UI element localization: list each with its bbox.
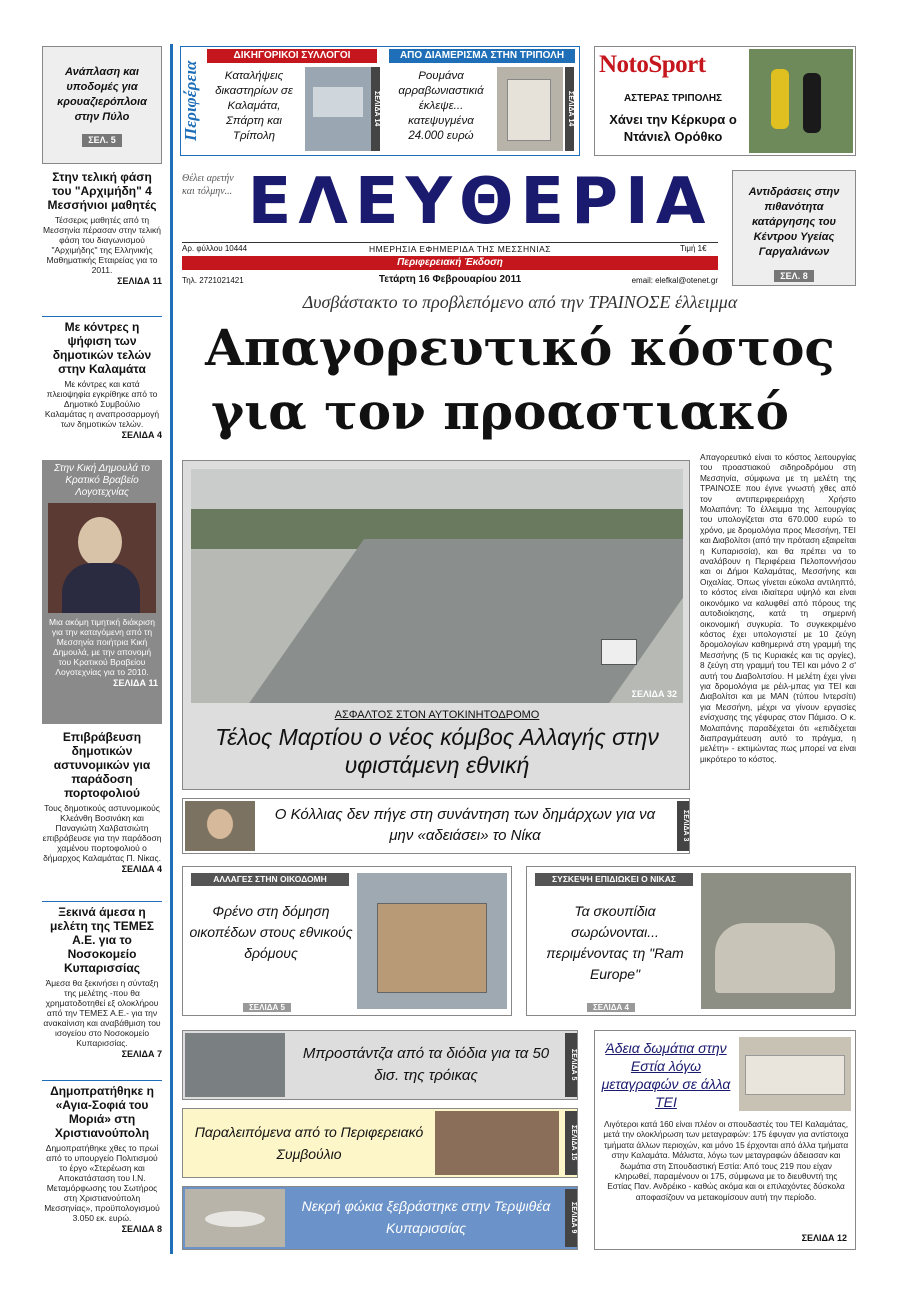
shoulders-shape — [62, 563, 140, 613]
council-photo — [435, 1111, 559, 1175]
left-article-3-body: Τους δημοτικούς αστυνομικούς Κλεάνθη Βοσινάκη και Παναγιώτη Χαλβατσιώτη επιβράβευσε για την παράδοση χαμένου πορτοφολιού ο δήμαρχος Καλαμάτας Π. Νίκας. — [42, 803, 162, 863]
mid-left-bar: ΑΛΛΑΓΕΣ ΣΤΗΝ ΟΙΚΟΔΟΜΗ — [191, 873, 349, 886]
face-shape — [207, 809, 233, 839]
bottom-strip-2-text: Παραλειπόμενα από το Περιφερειακό Συμβούλιο — [194, 1124, 424, 1162]
kollias-strip[interactable] — [182, 798, 690, 854]
photo-ref: ΣΕΛΙΔΑ 32 — [631, 689, 677, 699]
divider — [182, 242, 718, 243]
kollias-side: ΣΕΛΙΔΑ 3 — [677, 801, 689, 851]
left-article-5-body: Δημοπρατήθηκε χθες το πρωί από το υπουργείο Πολιτισμού το έργο «Στερέωση και Αποκατάσταση του Ι.Ν. Μεταμόρφωσης του Σωτήρος στη Χριστιανούπολη Μεσσηνίας», προϋπολογισμού 3.050 εκ. ευρώ. — [44, 1143, 160, 1223]
left-article-5[interactable] — [42, 1084, 162, 1235]
masthead-right-ref: ΣΕΛ. 8 — [774, 270, 813, 282]
promo-1[interactable] — [207, 49, 380, 142]
left-article-4-body: Άμεσα θα ξεκινήσει η σύνταξη της μελέτης -που θα χρηματοδοτηθεί εξ ολοκλήρου από την ΤΕΜΕΣ Α.Ε.- για την ανακαίνιση και αναβάθμιση του ισογείου στο Νοσοκομείο Κυπαρισσίας. — [43, 978, 161, 1048]
edition-bar: Περιφερειακή Έκδοση — [182, 256, 718, 270]
bottom-strip-1-text: Μπροστάντζα από τα διόδια για τα 50 δισ. της τρόικας — [302, 1045, 550, 1084]
column-divider — [170, 44, 173, 1254]
divider — [42, 316, 162, 317]
kollias-text: Ο Κόλλιας δεν πήγε στη συνάντηση των δημάρχων για να μην «αδειάσει» το Νίκα — [274, 806, 656, 844]
fridge-shape — [507, 79, 551, 141]
building-shape — [313, 87, 363, 117]
player-shape — [771, 69, 789, 129]
promo-2-text: Ρουμάνα αρραβωνιαστικιά έκλεψε... κατεψυγμένα 24.000 ευρώ — [398, 70, 484, 142]
issue-date: Τετάρτη 16 Φεβρουαρίου 2011 — [378, 274, 522, 285]
garbage-pile-shape — [715, 923, 835, 993]
left-article-2[interactable] — [42, 320, 162, 441]
dorm-photo — [739, 1037, 851, 1111]
mid-left-box[interactable] — [182, 866, 512, 1016]
left-article-4-head: Ξεκινά άμεσα η μελέτη της ΤΕΜΕΣ Α.Ε. για το Νοσοκομείο Κυπαρισσίας — [50, 905, 154, 975]
left-article-3-head: Επιβράβευση δημοτικών αστυνομικών για παράδοση πορτοφολιού — [53, 730, 151, 800]
promo-1-text: Καταλήψεις δικαστηρίων σε Καλαμάτα, Σπάρτη και Τρίπολη — [215, 70, 293, 142]
highway-photo — [191, 469, 683, 703]
notosport-logo: NotoSport — [599, 51, 706, 78]
seal-shape — [205, 1211, 265, 1227]
photo-headline: Τέλος Μαρτίου ο νέος κόμβος Αλλαγής στην υφιστάμενη εθνική — [215, 724, 659, 778]
left-article-2-head: Με κόντρες η ψήφιση των δημοτικών τελών στην Καλαμάτα — [52, 320, 152, 376]
left-article-2-ref: ΣΕΛΙΔΑ 4 — [121, 430, 162, 440]
promo-1-bar: ΔΙΚΗΓΟΡΙΚΟΙ ΣΥΛΛΟΓΟΙ — [207, 49, 377, 63]
left-article-2-body: Με κόντρες και κατά πλειοψηφία εγκρίθηκε από το Δημοτικό Συμβούλιο Καλαμάτας η αναπροσαρμογή των δημοτικών τελών. — [44, 379, 160, 429]
divider — [42, 901, 162, 902]
promo-2-bar: ΑΠΟ ΔΙΑΜΕΡΙΣΜΑ ΣΤΗΝ ΤΡΙΠΟΛΗ — [389, 49, 575, 63]
main-kicker: Δυσβάστακτο το προβλεπόμενο από την ΤΡΑΙΝΟΣΕ έλλειμμα — [302, 292, 738, 312]
email: email: elefkal@otenet.gr — [631, 276, 718, 285]
mid-right-ref: ΣΕΛΙΔΑ 4 — [587, 1003, 635, 1012]
promo-2-side: ΣΕΛΙΔΑ 14 — [565, 67, 574, 151]
mid-left-text: Φρένο στη δόμηση οικοπέδων στους εθνικούς δρόμους — [189, 903, 353, 961]
left-feature-body: Μια ακόμη τιμητική διάκριση για την καταγόμενη από τη Μεσσηνία ποιήτρια Κική Δημουλά, με την απονομή του Κρατικού Βραβείου Λογοτεχνίας για το 2010. — [49, 617, 155, 677]
left-teaser-box[interactable] — [42, 46, 162, 164]
left-article-1-body: Τέσσερις μαθητές από τη Μεσσηνία πέρασαν στην τελική φάση του διαγωνισμού "Αρχιμήδης" της Ελληνικής Μαθηματικής Εταιρείας για το 2011. — [43, 215, 161, 275]
bottom-right-head: Άδεια δωμάτια στην Εστία λόγω μεταγραφών σε άλλα ΤΕΙ — [601, 1040, 731, 1110]
sport-team: ΑΣΤΕΡΑΣ ΤΡΙΠΟΛΗΣ — [623, 93, 723, 104]
bottom-right-ref: ΣΕΛΙΔΑ 12 — [801, 1233, 847, 1243]
mid-right-bar: ΣΥΣΚΕΨΗ ΕΠΙΔΙΩΚΕΙ Ο ΝΙΚΑΣ — [535, 873, 693, 886]
left-article-1-ref: ΣΕΛΙΔΑ 11 — [117, 276, 162, 286]
garbage-photo — [701, 873, 851, 1009]
left-teaser-text: Ανάπλαση και υποδομές για κρουαζιερόπλοια στην Πύλο — [57, 66, 147, 123]
sport-promo[interactable] — [594, 46, 856, 156]
construction-photo — [357, 873, 507, 1009]
left-article-5-ref: ΣΕΛΙΔΑ 8 — [121, 1224, 162, 1234]
left-feature-ref: ΣΕΛΙΔΑ 11 — [113, 678, 158, 688]
telephone: Τηλ. 2721021421 — [182, 276, 244, 285]
periferia-label: Περιφέρεια — [181, 60, 200, 142]
left-feature-head: Στην Κική Δημουλά το Κρατικό Βραβείο Λογοτεχνίας — [54, 463, 150, 498]
mid-right-box[interactable] — [526, 866, 856, 1016]
bottom-strip-1[interactable] — [182, 1030, 578, 1100]
left-article-3[interactable] — [42, 730, 162, 875]
promo-1-side: ΣΕΛΙΔΑ 14 — [371, 67, 380, 151]
regional-promo-box — [180, 46, 580, 156]
seal-photo — [185, 1189, 285, 1247]
masthead-right-text: Αντιδράσεις στην πιθανότητα κατάργησης του Κέντρου Υγείας Γαργαλιάνων — [748, 186, 840, 258]
bottom-right-box[interactable] — [594, 1030, 856, 1250]
bottom-right-body: Λιγότεροι κατά 160 είναι πλέον οι σπουδαστές του ΤΕΙ Καλαμάτας, μετά την ολοκλήρωση των μεταγραφών: 175 έφυγαν για αντίστοιχα τμήματα άλλων περιοχών, και μόνο 15 έρχονται από άλλα τμήματα στην Καλαμάτα. Μάλιστα, λόγω των μεταγραφών άδειασαν και δωμάτια στη Σπουδαστική Εστία: Από τους 219 που είχαν κληρωθεί, παραμένουν οι 175, σύμφωνα με το διευθυντή της Εστίας Παν. Ανδρέικο - καθώς ακόμα και οι επιλαχόντες δύσκολα αποφασίζουν να μετακομίσουν αυτή την περίοδο. — [603, 1119, 849, 1202]
left-feature-box[interactable] — [42, 460, 162, 724]
kollias-photo — [185, 801, 255, 851]
motto: Θέλει αρετήν και τόλμην... — [182, 173, 234, 197]
photo-kicker: ΑΣΦΑΛΤΟΣ ΣΤΟΝ ΑΥΤΟΚΙΝΗΤΟΔΡΟΜΟ — [334, 709, 540, 721]
sport-text: Χάνει την Κέρκυρα ο Ντάνιελ Ορόθκο — [609, 112, 737, 144]
tolls-photo — [185, 1033, 285, 1097]
main-headline-2[interactable]: για τον προαστιακό — [211, 382, 789, 441]
bottom-strip-3-side: ΣΕΛΙΔΑ 9 — [565, 1189, 577, 1247]
building-shape — [745, 1055, 845, 1095]
face-shape — [78, 517, 122, 567]
masthead-title: ΕΛΕΥΘΕΡΙΑ — [247, 165, 713, 239]
main-photo-box[interactable] — [182, 460, 690, 790]
price: Τιμή 1€ — [680, 244, 707, 253]
sport-photo — [749, 49, 853, 153]
mid-left-ref: ΣΕΛΙΔΑ 5 — [243, 1003, 291, 1012]
masthead-subtitle: ΗΜΕΡΗΣΙΑ ΕΦΗΜΕΡΙΔΑ ΤΗΣ ΜΕΣΣΗΝΙΑΣ — [368, 244, 552, 254]
divider — [42, 1080, 162, 1081]
mid-right-text: Τα σκουπίδια σωρώνονται... περιμένοντας τη "Ram Europe" — [546, 903, 684, 982]
issue-number: Αρ. φύλλου 10444 — [182, 244, 248, 253]
building-shape — [377, 903, 487, 993]
bottom-strip-2-side: ΣΕΛΙΔΑ 15 — [565, 1111, 577, 1175]
bottom-strip-3[interactable] — [182, 1186, 578, 1250]
left-article-1-head: Στην τελική φάση του "Αρχιμήδη" 4 Μεσσήνιοι μαθητές — [47, 170, 157, 212]
road-shape — [238, 539, 683, 703]
masthead-right-box[interactable] — [732, 170, 856, 286]
left-article-5-head: Δημοπρατήθηκε η «Αγια-Σοφιά του Μοριά» στη Χριστιανούπολη — [50, 1084, 154, 1140]
bottom-strip-1-side: ΣΕΛΙΔΑ 5 — [565, 1033, 577, 1097]
player-shape — [803, 73, 821, 133]
bottom-strip-2[interactable] — [182, 1108, 578, 1178]
promo-2[interactable] — [389, 49, 575, 142]
left-article-3-ref: ΣΕΛΙΔΑ 4 — [121, 864, 162, 874]
left-teaser-ref: ΣΕΛ. 5 — [82, 134, 121, 147]
left-article-1[interactable] — [42, 170, 162, 287]
promo-2-photo — [497, 67, 563, 151]
poet-photo — [48, 503, 156, 613]
left-article-4-ref: ΣΕΛΙΔΑ 7 — [121, 1049, 162, 1059]
left-article-4[interactable] — [42, 905, 162, 1060]
van-shape — [601, 639, 637, 665]
main-article-body: Απαγορευτικό είναι το κόστος λειτουργίας του προαστιακού σιδηροδρόμου στη Μεσσηνία, σύμφωνα με τη μελέτη της ΤΡΑΙΝΟΣΕ που έγινε γνωστή χθες από τον αντιπεριφερειάρχη Χρήστο Μολαπάνη: Το έλλειμμα της λειτουργίας του υπολογίζεται στα 670.000 ευρώ το χρόνο, με δρομολόγια προς Μεσσήνη, ΤΕΙ και Διαβολίτσι (από την πρόταση εξαιρείται η Κυπαρισσία), και θα πρέπει να το αναλάβουν η Περιφέρεια Πελοποννήσου και οι Δήμοι Καλαμάτας, Μεσσήνης και Οιχαλίας. Όπως γίνεται εύκολα αντιληπτό, το κόστος είναι ιδιαίτερα υψηλό και είναι οικονόμικο να καλυφθεί από πόρους της αυτοδιοίκησης, κατά τη σημερινή οικονομική συγκυρία. Το συγκεκριμένο κόστος έχει υπολογιστεί με 10 ζεύγη δρομολογίων καθημερινά στη γραμμή της Μεσσήνης (5 τις Κυριακές και τις αργίες), 8 ζεύγη στη γραμμή του ΤΕΙ και μόνο 2 σ' αυτή του Διαβολιτσίου. Η μελέτη έχει γίνει για δρομολόγια με ρέιλ-μπας για ΤΕΙ και Διαβολίτσι και με ΜΑΝ (τύπου Ιντερσίτι) για Μεσσήνη, μέχρι να γίνουν εργασίες ενίσχυσης της γέφυρας στον Πάμισο. Ο κ. Μολαπάνης παραδέχεται ότι «επιδέχεται διαπραγμάτευση αυτό το πράγμα, η μελέτη» - εκτιμώντας πως μπορεί να είναι μικρότερο το κόστος. — [700, 452, 856, 764]
promo-1-photo — [305, 67, 371, 151]
main-headline-1[interactable]: Απαγορευτικό κόστος — [205, 318, 835, 377]
bottom-strip-3-text: Νεκρή φώκια ξεβράστηκε στην Τερψιθέα Κυπαρισσίας — [301, 1198, 551, 1236]
